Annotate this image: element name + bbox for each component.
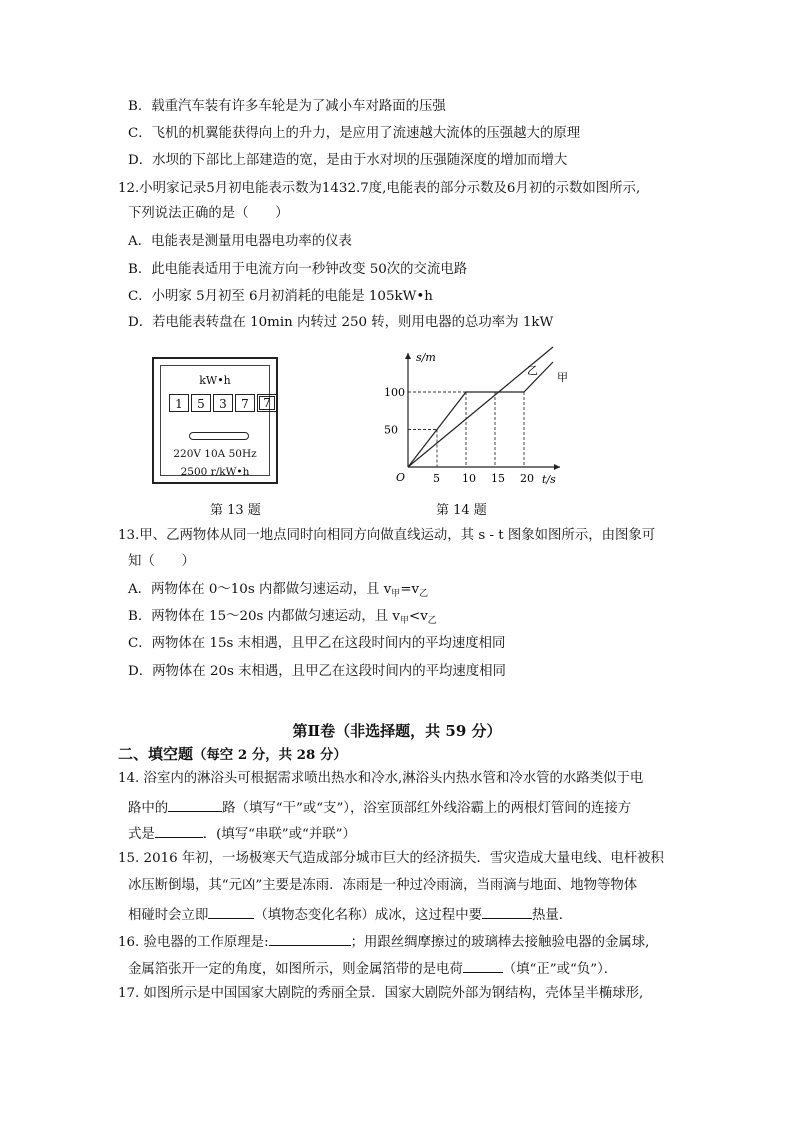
q11-option-b: B．载重汽车装有许多车轮是为了减小车对路面的压强 — [128, 99, 446, 114]
q15-blank1[interactable] — [208, 904, 254, 919]
meter-disc — [189, 432, 249, 440]
meter-digit: 3 — [213, 394, 233, 412]
q15-text3: 热量． — [531, 908, 573, 923]
x-tick-label: 15 — [491, 472, 505, 485]
q12-stem: 12.小明家记录5月初电能表示数为1432.7度,电能表的部分示数及6月初的示数如图所示, — [118, 181, 641, 196]
meter-digit: 7 — [235, 394, 255, 412]
q13-option-d: D．两物体在 20s 末相遇，且甲乙在这段时间内的平均速度相同 — [128, 664, 506, 679]
q13-b-sub1: 甲 — [399, 616, 409, 626]
meter-unit: kW•h — [199, 374, 231, 387]
meter-digit: 1 — [169, 394, 189, 412]
part2-title: 二、填空题 — [118, 745, 194, 763]
q14-line1: 14. 浴室内的淋浴头可根据需求喷出热水和冷水,淋浴头内热水管和冷水管的水路类似于电 — [118, 771, 644, 786]
q11-option-d: D．水坝的下部比上部建造的宽，是由于水对坝的压强随深度的增加而增大 — [128, 153, 568, 168]
q17-line1: 17. 如图所示是中国国家大剧院的秀丽全景．国家大剧院外部为钢结构，壳体呈半椭球形, — [118, 986, 644, 1001]
q16-text4: （填“正”或“负”）． — [502, 962, 618, 977]
meter-digit: 5 — [191, 394, 211, 412]
q13-option-a — [128, 581, 428, 603]
q15-text2: （填物态变化名称）成冰，这过程中要 — [254, 908, 482, 923]
q12-option-c: C．小明家 5月初至 6月初消耗的电能是 105kW•h — [128, 289, 433, 304]
q13-b-text: B．两物体在 15～20s 内都做匀速运动，且 v — [128, 609, 400, 624]
q13-b-sub2: 乙 — [427, 616, 437, 626]
q13-option-b — [128, 608, 437, 630]
q12-option-a: A．电能表是测量用电器电功率的仪表 — [128, 234, 352, 249]
q13-a-sub1: 甲 — [391, 589, 401, 599]
q14-line3 — [128, 823, 356, 844]
q13-a-mid: =v — [400, 582, 420, 597]
q13-b-mid: <v — [409, 609, 428, 624]
q15-blank2[interactable] — [482, 904, 532, 919]
q16-text2: ；用跟丝绸摩擦过的玻璃棒去接触验电器的金属球, — [350, 935, 650, 950]
q13-a-text: A．两物体在 0～10s 内都做匀速运动，且 v — [128, 582, 392, 597]
q14-line2 — [128, 797, 631, 818]
q15-line3 — [128, 904, 572, 925]
q13-stem: 13.甲、乙两物体从同一地点同时向相同方向做直线运动，其 s - t 图象如图所示，由图象可 — [118, 528, 656, 543]
x-axis-label: t/s — [542, 473, 556, 486]
st-graph — [370, 345, 570, 495]
meter-spec: 220V 10A 50Hz — [173, 448, 257, 460]
q13-a-sub2: 乙 — [419, 589, 429, 599]
fig14-caption: 第 14 题 — [436, 503, 487, 518]
part2-note: （每空 2 分，共 28 分） — [193, 747, 347, 763]
x-tick-label: 20 — [520, 472, 534, 485]
q13-option-c: C．两物体在 15s 末相遇，且甲乙在这段时间内的平均速度相同 — [128, 636, 506, 651]
series-label-jia: 甲 — [557, 371, 568, 384]
q14-blank1[interactable] — [168, 797, 222, 812]
q16-blank2[interactable] — [463, 958, 503, 973]
q12-stem-cont: 下列说法正确的是（ ） — [128, 206, 289, 221]
meter-digits — [169, 394, 279, 412]
q16-blank1[interactable] — [269, 931, 351, 946]
q16-text1: 16. 验电器的工作原理是: — [118, 935, 269, 950]
section-title: 第Ⅱ卷（非选择题，共 59 分） — [292, 722, 502, 740]
q16-line1 — [118, 931, 649, 952]
electric-meter-figure — [152, 357, 278, 484]
q12-option-d: D．若电能表转盘在 10min 内转过 250 转，则用电器的总功率为 1kW — [128, 315, 554, 330]
x-tick-label: 5 — [433, 472, 440, 485]
q16-line2 — [128, 958, 617, 979]
q15-line1: 15. 2016 年初，一场极寒天气造成部分城市巨大的经济损失．雪灾造成大量电线、电杆被积 — [118, 851, 664, 866]
q14-text2: 路（填写“干”或“支”），浴室顶部红外线浴霸上的两根灯管间的连接方 — [222, 801, 632, 816]
x-tick-label: 10 — [462, 472, 476, 485]
fig13-caption: 第 13 题 — [210, 503, 261, 518]
y-tick-label: 100 — [384, 386, 405, 399]
q16-text3: 金属箔张开一定的角度，如图所示，则金属箔带的是电荷 — [128, 962, 463, 977]
q15-line2: 冰压断倒塌，其“元凶”主要是冻雨．冻雨是一种过冷雨滴，当雨滴与地面、地物等物体 — [128, 878, 638, 893]
q14-text4: ．(填写“串联”或“并联”） — [202, 827, 356, 842]
q14-text3: 式是 — [128, 827, 155, 842]
origin-label: O — [396, 471, 406, 484]
q11-option-c: C．飞机的机翼能获得向上的升力，是应用了流速越大流体的压强越大的原理 — [128, 126, 581, 141]
q12-option-b: B．此电能表适用于电流方向一秒钟改变 50次的交流电路 — [128, 262, 468, 277]
y-axis-label: s/m — [416, 351, 436, 364]
series-label-yi: 乙 — [527, 364, 538, 377]
q13-stem-cont: 知（ ） — [128, 554, 195, 569]
q14-blank2[interactable] — [155, 823, 203, 838]
y-axis-arrow — [405, 353, 411, 359]
x-axis-arrow — [554, 464, 560, 470]
meter-frame — [160, 365, 270, 476]
part2-heading — [118, 745, 347, 764]
meter-rev: 2500 r/kW•h — [180, 466, 250, 478]
meter-digit-decimal: 7 — [257, 394, 277, 412]
q15-text1: 相碰时会立即 — [128, 908, 209, 923]
y-tick-label: 50 — [384, 423, 398, 437]
series-line-yi — [408, 362, 553, 467]
q14-text1: 路中的 — [128, 801, 169, 816]
